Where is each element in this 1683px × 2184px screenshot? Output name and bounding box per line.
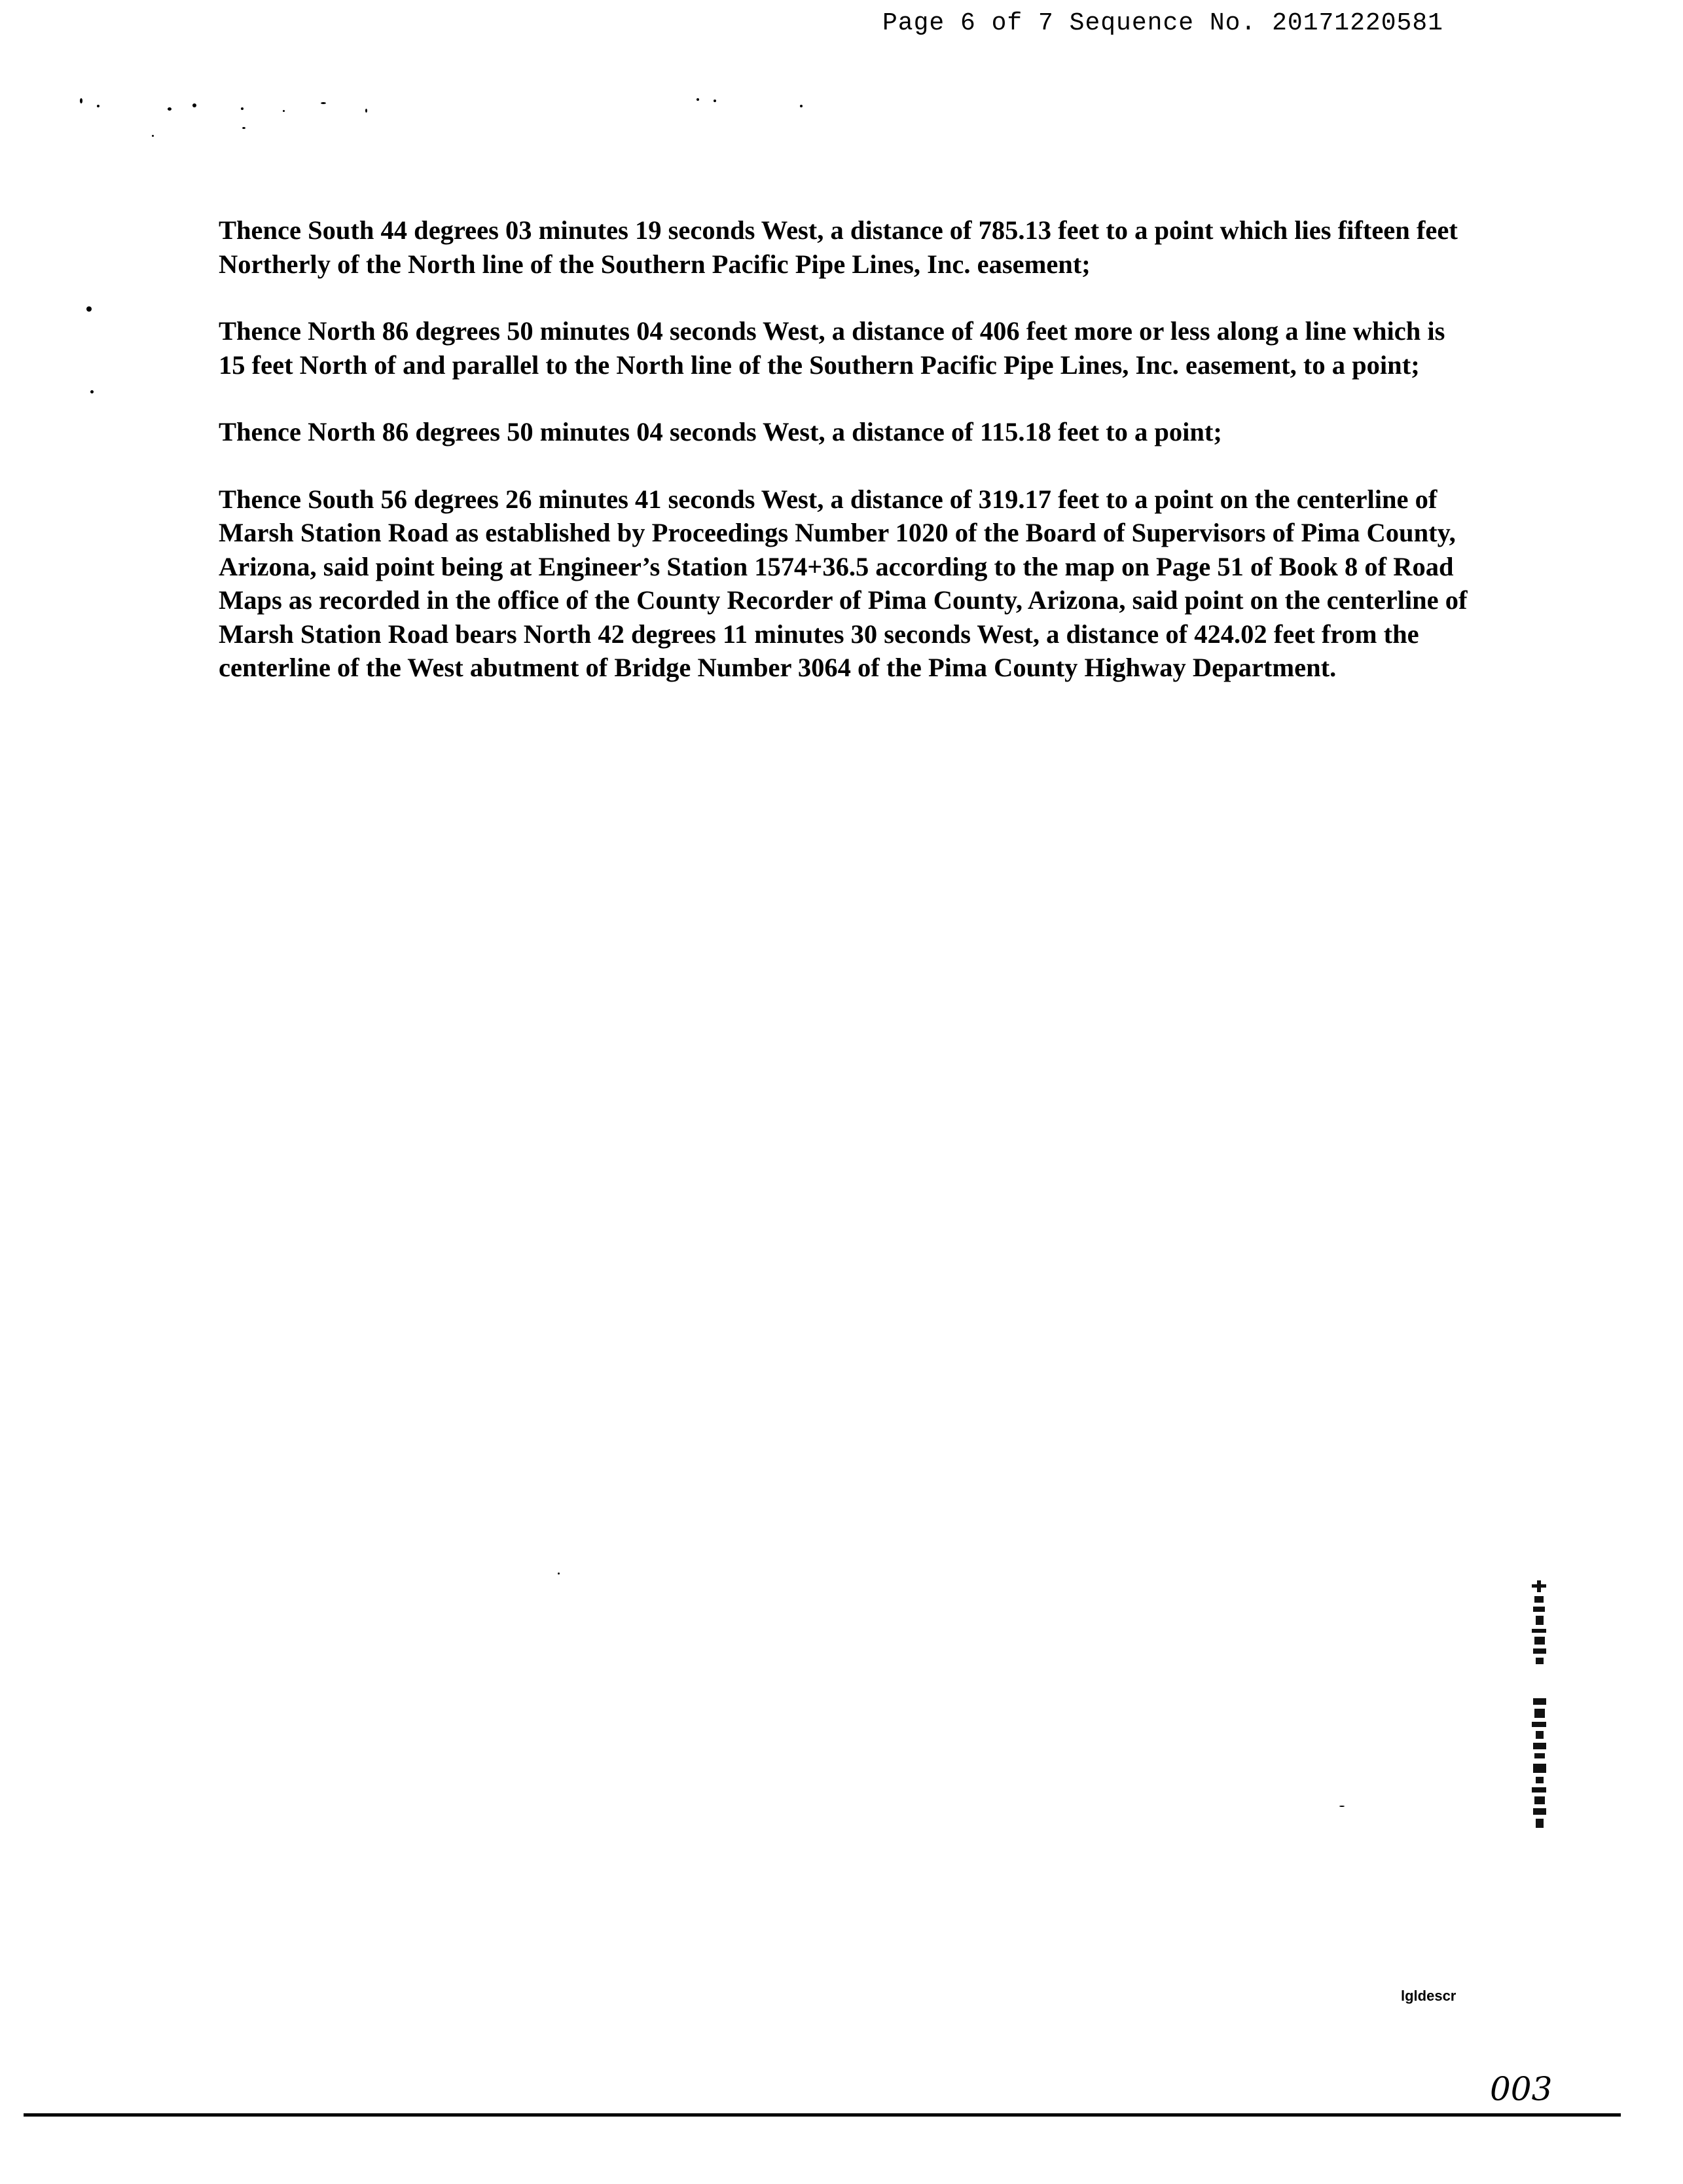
document-code: lgldescr [1401, 1988, 1457, 2004]
handwritten-page-number: 003 [1490, 2070, 1553, 2108]
bottom-rule [24, 2113, 1621, 2117]
paragraph: Thence North 86 degrees 50 minutes 04 seconds West, a distance of 406 feet more or less along a line which is 15 feet North of and parallel to the North line of the Southern Pacific Pipe Lines, Inc. easement, to a point; [219, 316, 1445, 380]
margin-stamp-icon [1525, 1578, 1557, 1840]
paragraph: Thence South 56 degrees 26 minutes 41 seconds West, a distance of 319.17 feet to a point on the centerline of Marsh Station Road as established by Proceedings Number 1020 of the Board of Supervisors of Pima County, Arizona, said point being at Engineer’s Station 1574+36.5 according to the map on Page 51 of Book 8 of Road Maps as recorded in the office of the County Recorder of Pima County, Arizona, said point on the centerline of Marsh Station Road bears North 42 degrees 11 minutes 30 seconds West, a distance of 424.02 feet from the centerline of the West abutment of Bridge Number 3064 of the Pima County Highway Department. [219, 484, 1468, 682]
page-sequence-header: Page 6 of 7 Sequence No. 20171220581 [882, 9, 1443, 37]
paragraph: Thence North 86 degrees 50 minutes 04 seconds West, a distance of 115.18 feet to a point; [219, 417, 1222, 446]
paragraph: Thence South 44 degrees 03 minutes 19 seconds West, a distance of 785.13 feet to a point which lies fifteen feet Northerly of the North line of the Southern Pacific Pipe Lines, Inc. easement; [219, 215, 1458, 279]
legal-description [219, 213, 1475, 718]
